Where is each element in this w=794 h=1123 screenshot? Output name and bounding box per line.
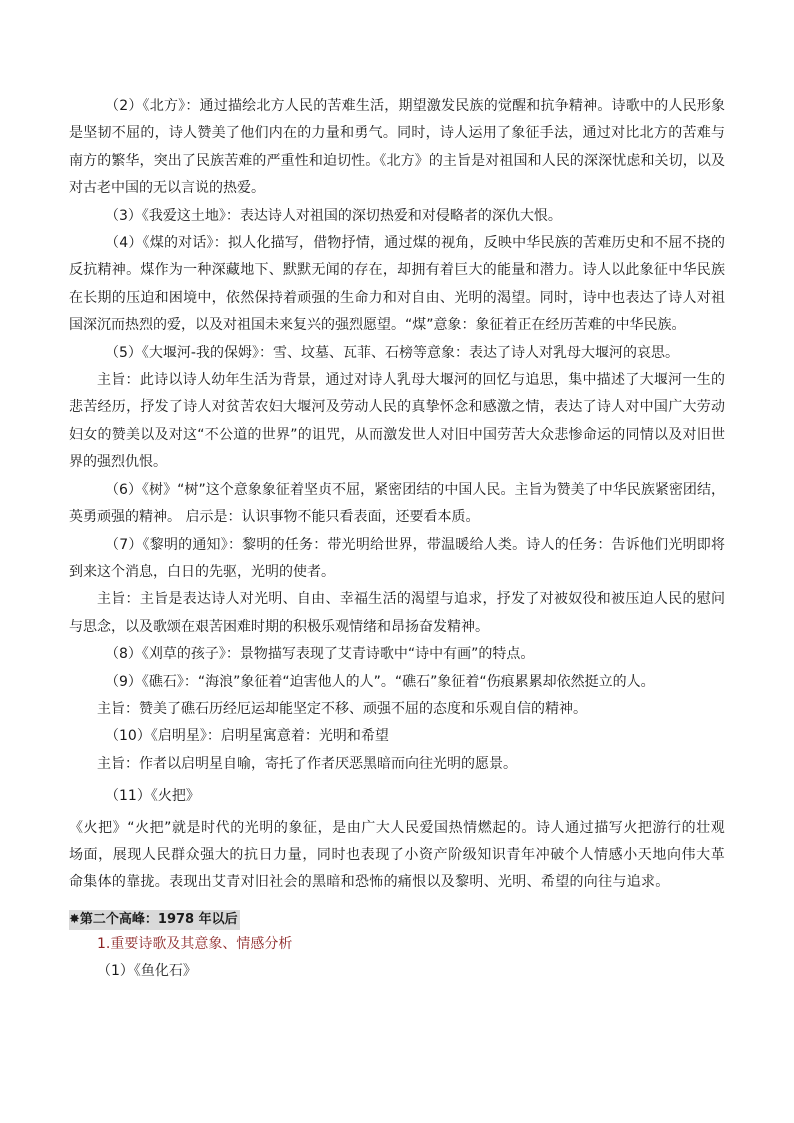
section-subheading: 1.重要诗歌及其意象、情感分析 xyxy=(97,936,293,953)
paragraph-yicao-haizi: （8）《刈草的孩子》：景物描写表现了艾青诗歌中“诗中有画”的特点。 xyxy=(105,646,535,663)
paragraph-jiaoshi-theme: 主旨：赞美了礁石历经厄运却能坚定不移、顽强不屈的态度和乐观自信的精神。 xyxy=(97,700,587,717)
paragraph-liming-tongzhi: （7）《黎明的通知》：黎明的任务：带光明给世界，带温暖给人类。诗人的任务：告诉他们光明即将到来这个消息，白日的先驱，光明的使者。 xyxy=(69,536,725,580)
document-body xyxy=(69,93,725,986)
paragraph-dayanhe: （5）《大堰河-我的保姆》：雪、坟墓、瓦菲、石榜等意象：表达了诗人对乳母大堰河的哀思。 xyxy=(105,344,679,361)
section-heading: ✸第二个高峰：1978 年以后 xyxy=(69,910,240,930)
paragraph-qimingxing-theme: 主旨：作者以启明星自喻，寄托了作者厌恶黑暗而向往光明的愿景。 xyxy=(97,755,517,772)
paragraph-shu: （6）《树》“树”这个意象象征着坚贞不屈，紧密团结的中国人民。主旨为赞美了中华民族紧密团结，英勇顽强的精神。 启示是：认识事物不能只看表面，还要看本质。 xyxy=(69,481,725,526)
paragraph-huoba-title: （11）《火把》 xyxy=(105,788,200,805)
section-heading-row xyxy=(69,905,725,931)
paragraph-huoba: 《火把》“火把”就是时代的光明的象征，是由广大人民爱国热情燃起的。诗人通过描写火把游行的壮观场面，展现人民群众强大的抗日力量，同时也表现了小资产阶级知识青年冲破个人情感小天地向伟大革命集体的靠拢。表现出艾青对旧社会的黑暗和恐怖的痛恨以及黎明、光明、希望的向往与追求。 xyxy=(69,820,725,891)
poem-item-yuhuashi: （1）《鱼化石》 xyxy=(97,963,197,980)
paragraph-beifang: （2）《北方》：通过描绘北方人民的苦难生活，期望激发民族的觉醒和抗争精神。诗歌中的人民形象是坚韧不屈的，诗人赞美了他们内在的力量和勇气。同时，诗人运用了象征手法，通过对比北方的苦难与南方的繁华，突出了民族苦难的严重性和迫切性。《北方》的主旨是对祖国和人民的深深忧虑和关切，以及对古老中国的无以言说的热爱。 xyxy=(69,98,725,197)
paragraph-mei-de-duihua: （4）《煤的对话》：拟人化描写，借物抒情，通过煤的视角，反映中华民族的苦难历史和不屈不挠的反抗精神。煤作为一种深藏地下、默默无闻的存在，却拥有着巨大的能量和潜力。诗人以此象征中华民族在长期的压迫和困境中，依然保持着顽强的生命力和对自由、光明的渴望。同时，诗中也表达了诗人对祖国深沉而热烈的爱，以及对祖国未来复兴的强烈愿望。“煤”意象：象征着正在经历苦难的中华民族。 xyxy=(69,235,725,334)
paragraph-wo-ai-zhe-tudi: （3）《我爱这土地》：表达诗人对祖国的深切热爱和对侵略者的深仇大恨。 xyxy=(105,207,562,224)
paragraph-qimingxing: （10）《启明星》：启明星寓意着：光明和希望 xyxy=(105,728,389,745)
paragraph-jiaoshi: （9）《礁石》：“海浪”象征着“迫害他人的人”。“礁石”象征着“伤痕累累却依然挺立的人。 xyxy=(105,673,655,690)
paragraph-dayanhe-theme: 主旨：此诗以诗人幼年生活为背景，通过对诗人乳母大堰河的回忆与追思，集中描述了大堰河一生的悲苦经历，抒发了诗人对贫苦农妇大堰河及劳动人民的真挚怀念和感激之情，表达了诗人对中国广大劳动妇女的赞美以及对这“不公道的世界”的诅咒，从而激发世人对旧中国劳苦大众悲惨命运的同情以及对旧世界的强烈仇恨。 xyxy=(69,372,725,471)
paragraph-liming-theme: 主旨：主旨是表达诗人对光明、自由、幸福生活的渴望与追求，抒发了对被奴役和被压迫人民的慰问与思念，以及歌颂在艰苦困难时期的积极乐观情绪和昂扬奋发精神。 xyxy=(69,591,725,635)
